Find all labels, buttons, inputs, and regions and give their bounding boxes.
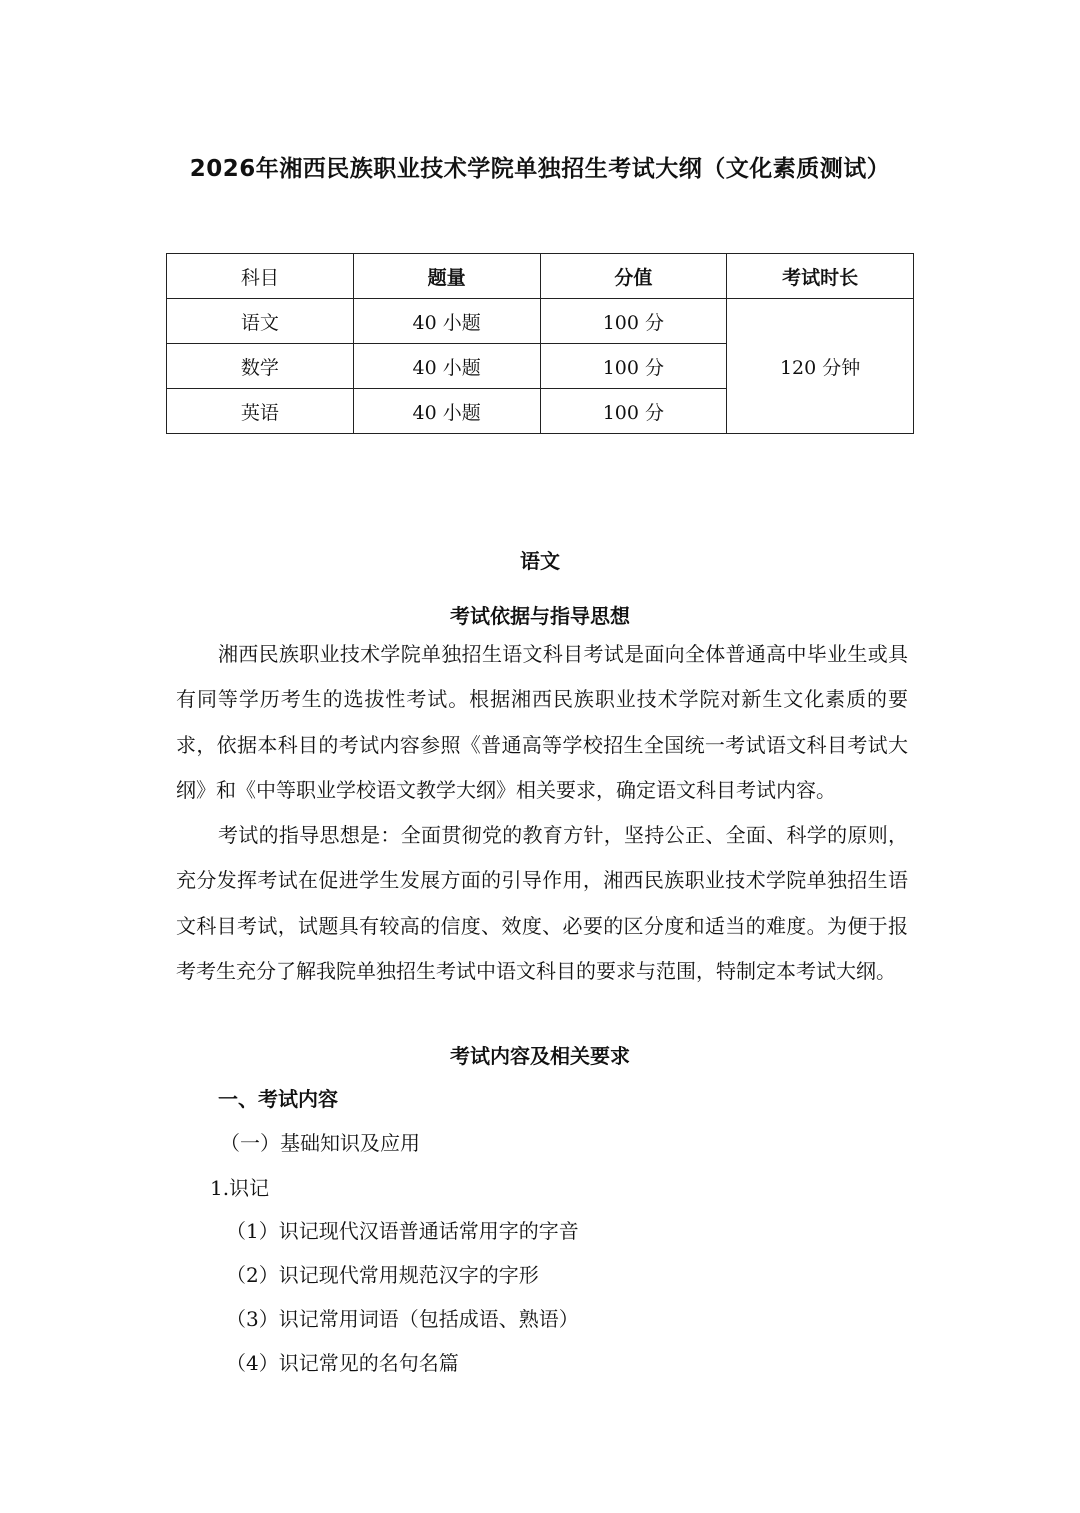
table-header-subject: 科目	[167, 254, 354, 299]
table-cell-count: 40 小题	[353, 299, 540, 344]
table-cell-score: 100 分	[540, 299, 727, 344]
list-item: （2）识记现代常用规范汉字的字形	[226, 1263, 539, 1287]
basis-paragraph-1: 湘西民族职业技术学院单独招生语文科目考试是面向全体普通高中毕业生或具有同等学历考生的选拔性考试。根据湘西民族职业技术学院对新生文化素质的要求，依据本科目的考试内容参照《普通高等学校招生全国统一考试语文科目考试大纲》和《中等职业学校语文教学大纲》相关要求，确定语文科目考试内容。	[176, 642, 908, 802]
part-heading: 一、考试内容	[218, 1087, 338, 1111]
table-cell-score: 100 分	[540, 344, 727, 389]
basis-paragraph-2: 考试的指导思想是：全面贯彻党的教育方针，坚持公正、全面、科学的原则，充分发挥考试在促进学生发展方面的引导作用，湘西民族职业技术学院单独招生语文科目考试，试题具有较高的信度、效度、必要的区分度和适当的难度。为便于报考考生充分了解我院单独招生考试中语文科目的要求与范围，特制定本考试大纲。	[176, 823, 908, 983]
table-cell-subject: 数学	[167, 344, 354, 389]
exam-overview-table	[166, 253, 914, 434]
table-header-duration: 考试时长	[727, 254, 914, 299]
document-title: 2026年湘西民族职业技术学院单独招生考试大纲（文化素质测试）	[189, 156, 891, 182]
table-cell-duration: 120 分钟	[727, 299, 914, 434]
list-item: （4）识记常见的名句名篇	[226, 1351, 459, 1375]
subject-heading: 语文	[520, 549, 560, 573]
table-cell-subject: 语文	[167, 299, 354, 344]
list-item: （3）识记常用词语（包括成语、熟语）	[226, 1307, 579, 1331]
table-cell-score: 100 分	[540, 389, 727, 434]
content-heading: 考试内容及相关要求	[450, 1044, 630, 1068]
table-header-score: 分值	[540, 254, 727, 299]
list-item: （1）识记现代汉语普通话常用字的字音	[226, 1219, 579, 1243]
table-cell-count: 40 小题	[353, 344, 540, 389]
item-heading: 1.识记	[210, 1176, 270, 1200]
table-row	[167, 299, 914, 344]
subsection-heading: （一）基础知识及应用	[220, 1131, 420, 1155]
table-cell-count: 40 小题	[353, 389, 540, 434]
basis-heading: 考试依据与指导思想	[450, 604, 630, 628]
table-header-count: 题量	[353, 254, 540, 299]
table-cell-subject: 英语	[167, 389, 354, 434]
table-header-row	[167, 254, 914, 299]
